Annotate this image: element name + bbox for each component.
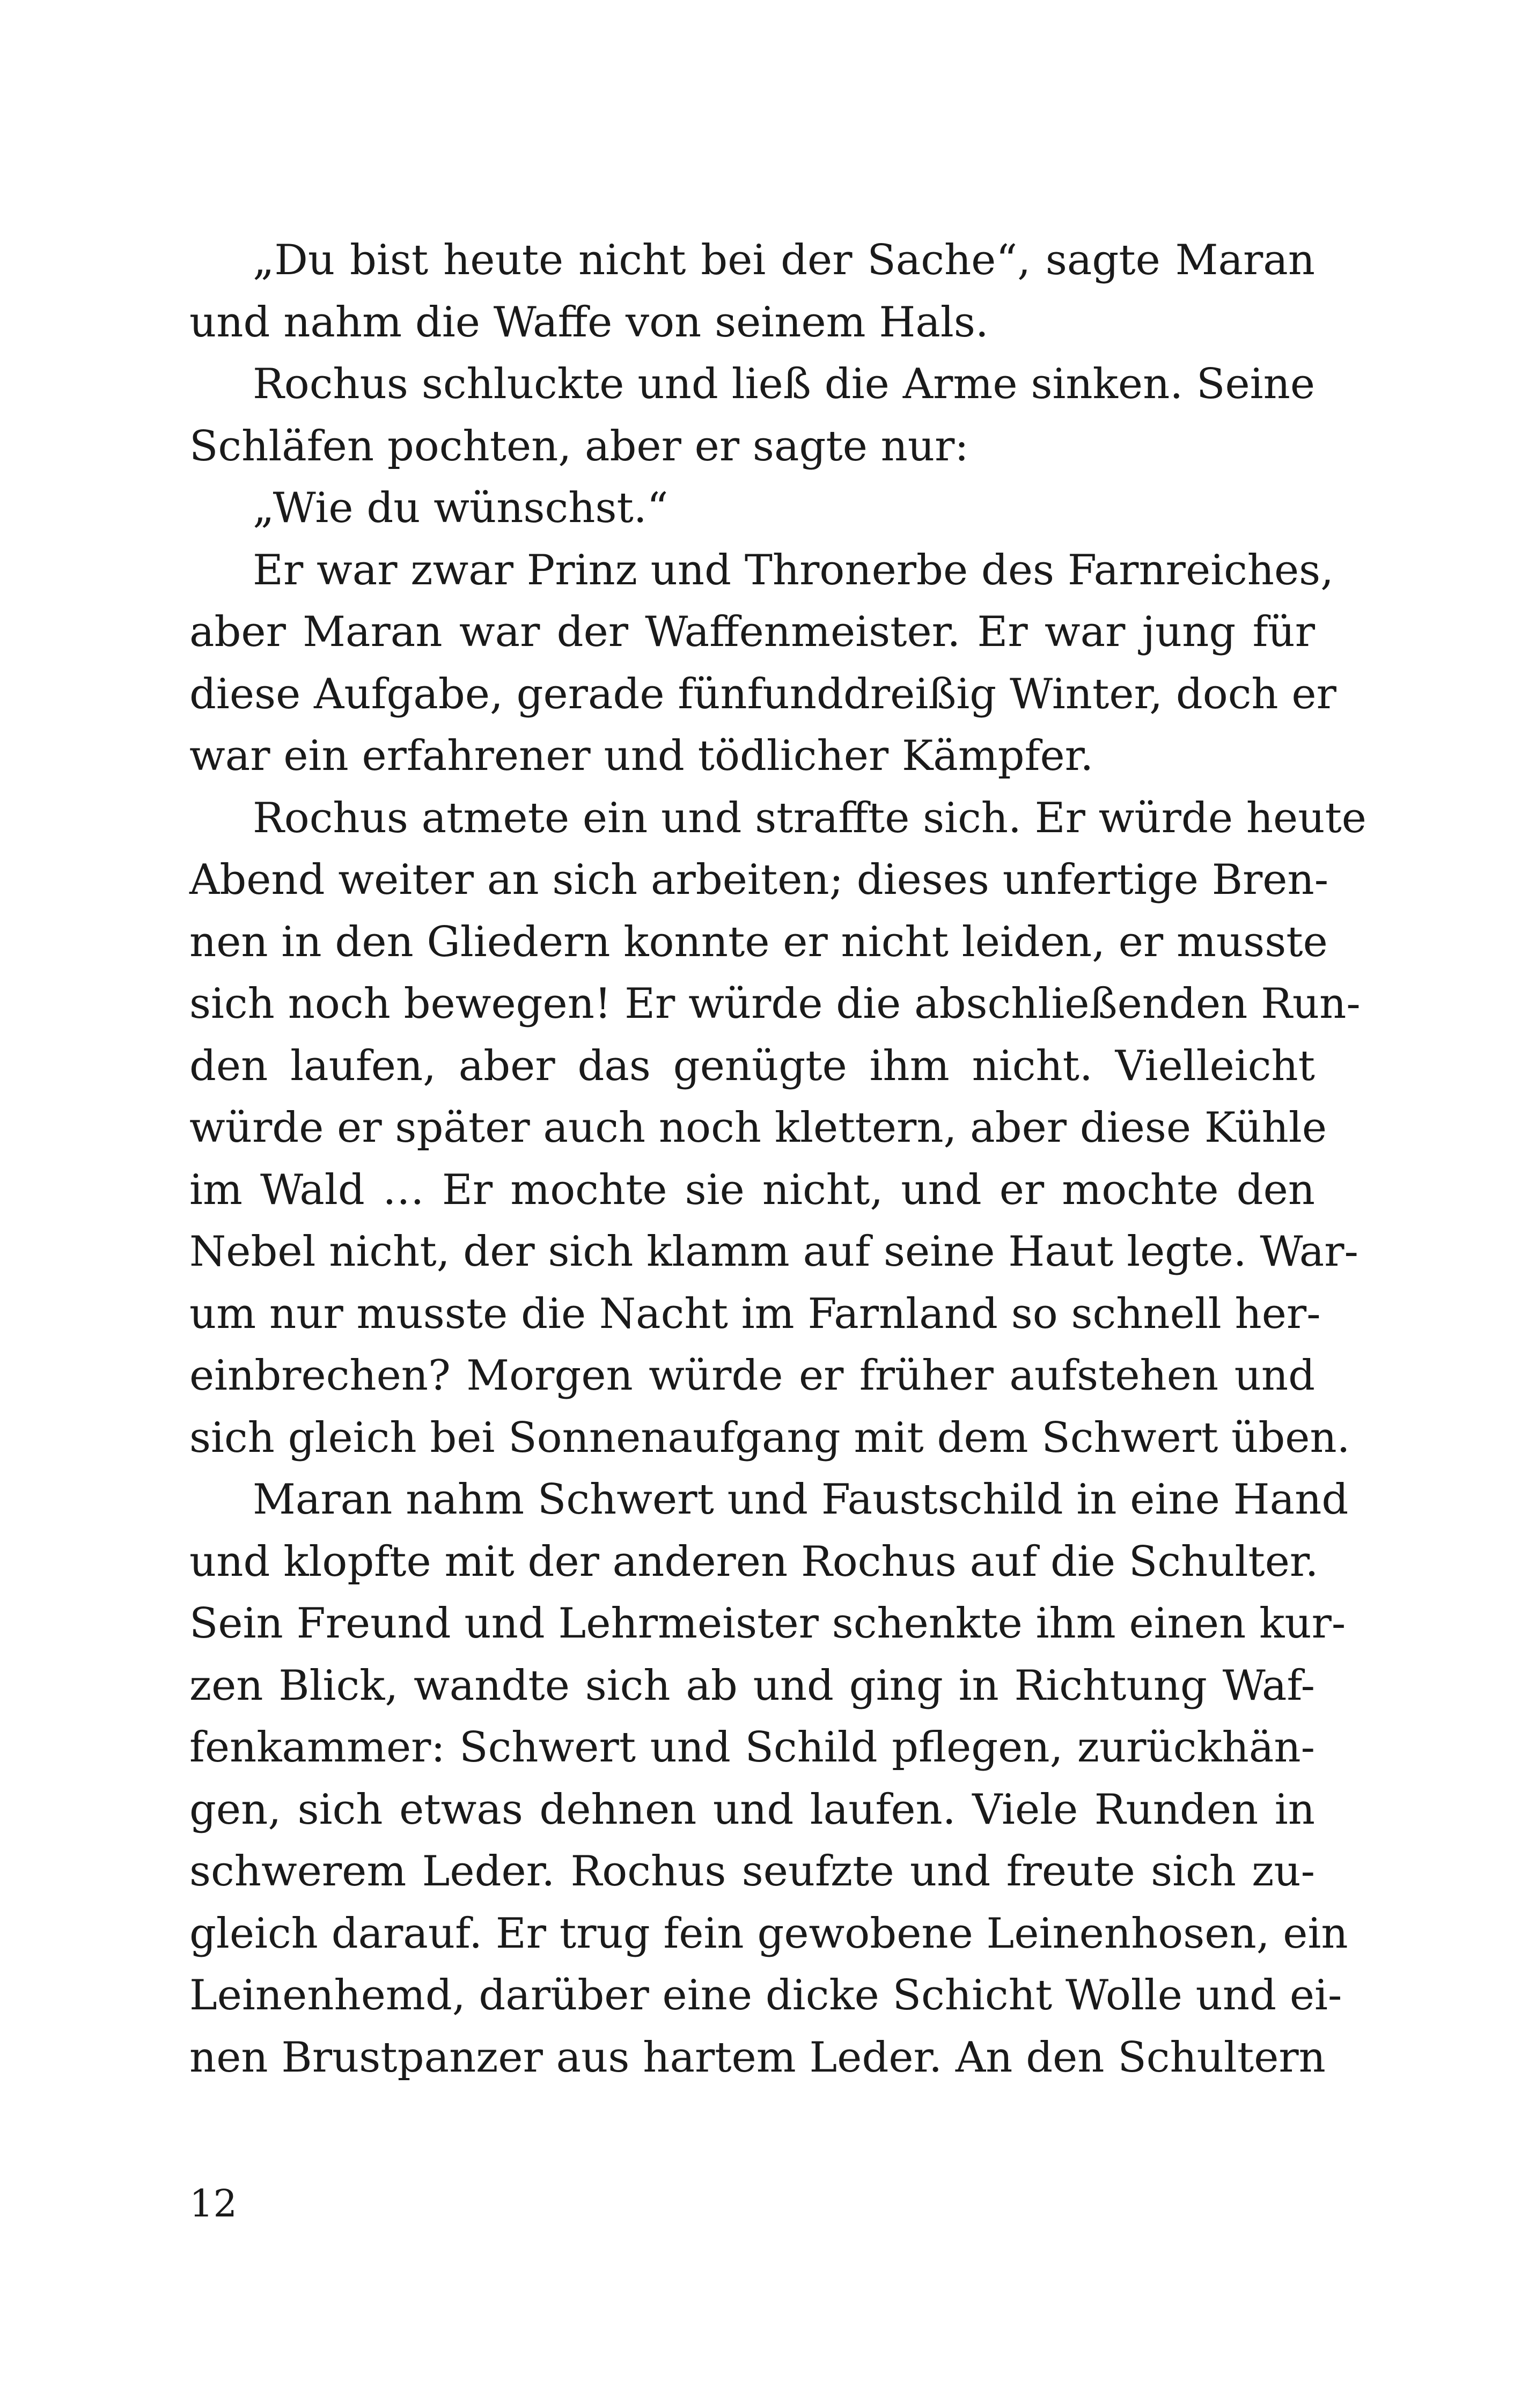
text-line: und nahm die Waffe von seinem Hals. (189, 298, 989, 347)
text-line: sich noch bewegen! Er würde die abschließenden Run- (189, 980, 1361, 1028)
body-text (189, 230, 1366, 2089)
text-line: zen Blick, wandte sich ab und ging in Richtung Waf- (189, 1661, 1315, 1710)
text-line: Leinenhemd, darüber eine dicke Schicht Wolle und ei- (189, 1971, 1342, 2020)
text-line: nen in den Gliedern konnte er nicht leiden, er musste (189, 917, 1328, 966)
text-line: diese Aufgabe, gerade fünfunddreißig Winter, doch er (189, 670, 1336, 718)
text-line: einbrechen? Morgen würde er früher aufstehen und (189, 1352, 1315, 1400)
text-line: den laufen, aber das genügte ihm nicht. Vielleicht (189, 1041, 1315, 1090)
text-line: aber Maran war der Waffenmeister. Er war jung für (189, 608, 1315, 656)
text-line: „Du bist heute nicht bei der Sache“, sagte Maran (253, 236, 1315, 284)
text-line: Abend weiter an sich arbeiten; dieses unfertige Bren- (189, 856, 1329, 904)
text-line: Nebel nicht, der sich klamm auf seine Haut legte. War- (189, 1228, 1358, 1276)
text-line: Sein Freund und Lehrmeister schenkte ihm einen kur- (189, 1599, 1346, 1648)
text-line: gen, sich etwas dehnen und laufen. Viele Runden in (189, 1785, 1315, 1834)
text-line: Rochus schluckte und ließ die Arme sinken. Seine (253, 360, 1315, 408)
text-line: Rochus atmete ein und straffte sich. Er würde heute (253, 794, 1366, 842)
text-line: um nur musste die Nacht im Farnland so schnell her- (189, 1289, 1321, 1338)
text-line: war ein erfahrener und tödlicher Kämpfer. (189, 732, 1094, 780)
text-line: „Wie du wünschst.“ (253, 484, 668, 532)
text-line: und klopfte mit der anderen Rochus auf die Schulter. (189, 1537, 1319, 1586)
text-line: Schläfen pochten, aber er sagte nur: (189, 422, 969, 471)
text-line: Maran nahm Schwert und Faustschild in eine Hand (253, 1475, 1349, 1524)
text-line: gleich darauf. Er trug fein gewobene Leinenhosen, ein (189, 1909, 1348, 1958)
text-line: würde er später auch noch klettern, aber diese Kühle (189, 1104, 1327, 1152)
text-line: fenkammer: Schwert und Schild pflegen, zurückhän- (189, 1723, 1315, 1772)
text-line: Er war zwar Prinz und Thronerbe des Farnreiches, (253, 546, 1334, 594)
text-line: schwerem Leder. Rochus seufzte und freute sich zu- (189, 1847, 1315, 1896)
text-line: sich gleich bei Sonnenaufgang mit dem Schwert üben. (189, 1413, 1350, 1462)
page-number: 12 (189, 2182, 238, 2226)
text-line: im Wald … Er mochte sie nicht, und er mochte den (189, 1165, 1315, 1214)
text-line: nen Brustpanzer aus hartem Leder. An den Schultern (189, 2033, 1326, 2082)
